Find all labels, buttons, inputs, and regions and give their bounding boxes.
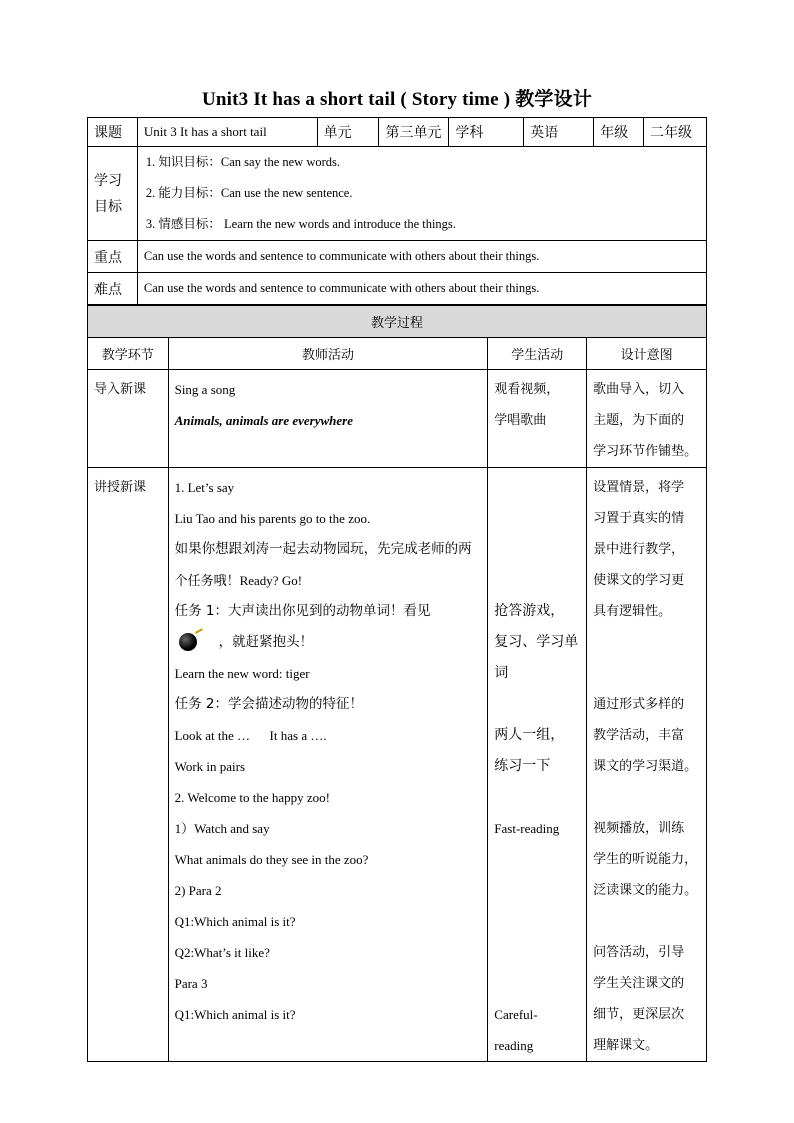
lesson-stage bbox=[88, 468, 169, 1062]
info-row bbox=[88, 118, 707, 147]
lesson-teacher-line: What animals do they see in the zoo? bbox=[174, 852, 369, 867]
lesson-student-line: Careful- bbox=[494, 1007, 538, 1022]
process-table bbox=[87, 305, 707, 1062]
lesson-intent-line: 学生的听说能力， bbox=[593, 852, 698, 867]
lesson-intent-line: 具有逻辑性。 bbox=[593, 604, 672, 619]
lesson-student-line: 词 bbox=[494, 665, 509, 681]
lesson-intent-line: 教学活动，丰富 bbox=[593, 728, 685, 743]
intro-intent-line: 学习环节作铺垫。 bbox=[593, 444, 698, 459]
lesson-teacher-line: 2) Para 2 bbox=[174, 883, 222, 898]
goals-content bbox=[137, 147, 706, 241]
key-label: 重点 bbox=[88, 241, 138, 273]
key-row bbox=[88, 241, 707, 273]
task2-line: 任务 2：学会描述动物的特征！ bbox=[174, 696, 363, 712]
goal-item: 1. 知识目标：Can say the new words. bbox=[145, 155, 340, 169]
lesson-teacher-line: Q1:Which animal is it? bbox=[174, 914, 296, 929]
goals-label-1: 学习 bbox=[94, 172, 122, 189]
grade-label: 年级 bbox=[594, 118, 644, 147]
lesson-intent-line: 理解课文。 bbox=[593, 1038, 659, 1053]
goal-item: 3. 情感目标： Learn the new words and introduce the things. bbox=[145, 217, 456, 231]
lesson-student-line: 复习、学习单 bbox=[494, 634, 579, 650]
intro-student-line: 学唱歌曲 bbox=[494, 413, 547, 428]
lesson-student-line: 两人一组， bbox=[494, 727, 565, 743]
info-table bbox=[87, 117, 707, 305]
lesson-teacher-line: 1. Let’s say bbox=[174, 480, 235, 495]
difficulty-row bbox=[88, 273, 707, 305]
intro-intent bbox=[587, 370, 707, 468]
lesson-stage-label: 讲授新课 bbox=[94, 480, 147, 495]
difficulty-label: 难点 bbox=[88, 273, 138, 305]
intro-stage-label: 导入新课 bbox=[94, 382, 147, 397]
goal-item: 2. 能力目标：Can use the new sentence. bbox=[145, 186, 353, 200]
lesson-student bbox=[488, 468, 587, 1062]
lesson-intent-line: 细节，更深层次 bbox=[593, 1007, 685, 1022]
lesson-intent-line: 学生关注课文的 bbox=[593, 976, 685, 991]
bomb-instruction: ，就赶紧抱头！ bbox=[218, 634, 314, 650]
lesson-intent-line: 视频播放，训练 bbox=[593, 821, 685, 836]
section-title: 教学过程 bbox=[88, 306, 707, 338]
goals-label bbox=[88, 147, 138, 241]
section-row bbox=[88, 306, 707, 338]
intro-teacher bbox=[168, 370, 488, 468]
lesson-intent-line: 景中进行教学， bbox=[593, 542, 685, 557]
lesson-student-line: 抢答游戏， bbox=[494, 603, 565, 619]
intro-stage bbox=[88, 370, 169, 468]
bomb-icon bbox=[179, 633, 197, 651]
lesson-intent-line: 使课文的学习更 bbox=[593, 573, 685, 588]
lesson-teacher bbox=[168, 468, 488, 1062]
unit-label: 单元 bbox=[317, 118, 379, 147]
intro-row bbox=[88, 370, 707, 468]
lesson-teacher-line: Para 3 bbox=[174, 976, 208, 991]
goals-row bbox=[88, 147, 707, 241]
key-value: Can use the words and sentence to communicate with others about their things. bbox=[137, 241, 706, 273]
lesson-teacher-line: Look at the … It has a …. bbox=[174, 728, 327, 743]
header-stage: 教学环节 bbox=[88, 338, 169, 370]
lesson-intent-line: 通过形式多样的 bbox=[593, 697, 685, 712]
lesson-intent-line: 泛读课文的能力。 bbox=[593, 883, 698, 898]
lesson-intent-line: 问答活动，引导 bbox=[593, 945, 685, 960]
intro-student bbox=[488, 370, 587, 468]
subject-value: 英语 bbox=[524, 118, 594, 147]
task1-line: 任务 1：大声读出你见到的动物单词！看见 bbox=[174, 603, 431, 619]
intro-song-title: Animals, animals are everywhere bbox=[174, 413, 353, 428]
intro-student-line: 观看视频， bbox=[494, 382, 560, 397]
lesson-row bbox=[88, 468, 707, 1062]
header-row bbox=[88, 338, 707, 370]
document-title: Unit3 It has a short tail ( Story time ) 教学设计 bbox=[201, 89, 593, 110]
lesson-intent bbox=[587, 468, 707, 1062]
lesson-teacher-line: Q2:What’s it like? bbox=[174, 945, 270, 960]
lesson-student-line: reading bbox=[494, 1038, 534, 1053]
topic-label: 课题 bbox=[88, 118, 138, 147]
lesson-intent-line: 设置情景，将学 bbox=[593, 480, 685, 495]
grade-value: 二年级 bbox=[644, 118, 707, 147]
header-student: 学生活动 bbox=[488, 338, 587, 370]
lesson-teacher-line: Learn the new word: tiger bbox=[174, 666, 310, 681]
lesson-teacher-line: 1）Watch and say bbox=[174, 821, 270, 836]
intro-intent-line: 主题，为下面的 bbox=[593, 413, 685, 428]
subject-label: 学科 bbox=[449, 118, 524, 147]
header-intent: 设计意图 bbox=[587, 338, 707, 370]
goals-label-2: 目标 bbox=[94, 198, 122, 215]
lesson-intent-line: 习置于真实的情 bbox=[593, 511, 685, 526]
intro-intent-line: 歌曲导入，切入 bbox=[593, 382, 685, 397]
lesson-student-line: Fast-reading bbox=[494, 821, 560, 836]
unit-value: 第三单元 bbox=[379, 118, 449, 147]
lesson-student-line: 练习一下 bbox=[494, 758, 551, 774]
lesson-teacher-line: 2. Welcome to the happy zoo! bbox=[174, 790, 330, 805]
task1-bomb-line bbox=[175, 627, 488, 658]
lesson-teacher-line: Q1:Which animal is it? bbox=[174, 1007, 296, 1022]
header-teacher: 教师活动 bbox=[168, 338, 488, 370]
topic-value: Unit 3 It has a short tail bbox=[137, 118, 317, 147]
lesson-intent-line: 课文的学习渠道。 bbox=[593, 759, 698, 774]
lesson-teacher-line: 个任务哦！Ready? Go! bbox=[174, 573, 303, 588]
intro-teacher-line: Sing a song bbox=[174, 382, 236, 397]
lesson-teacher-line: Liu Tao and his parents go to the zoo. bbox=[174, 511, 371, 526]
lesson-teacher-line: 如果你想跟刘涛一起去动物园玩，先完成老师的两 bbox=[174, 541, 472, 557]
lesson-teacher-line: Work in pairs bbox=[174, 759, 246, 774]
difficulty-value: Can use the words and sentence to communicate with others about their things. bbox=[137, 273, 706, 305]
